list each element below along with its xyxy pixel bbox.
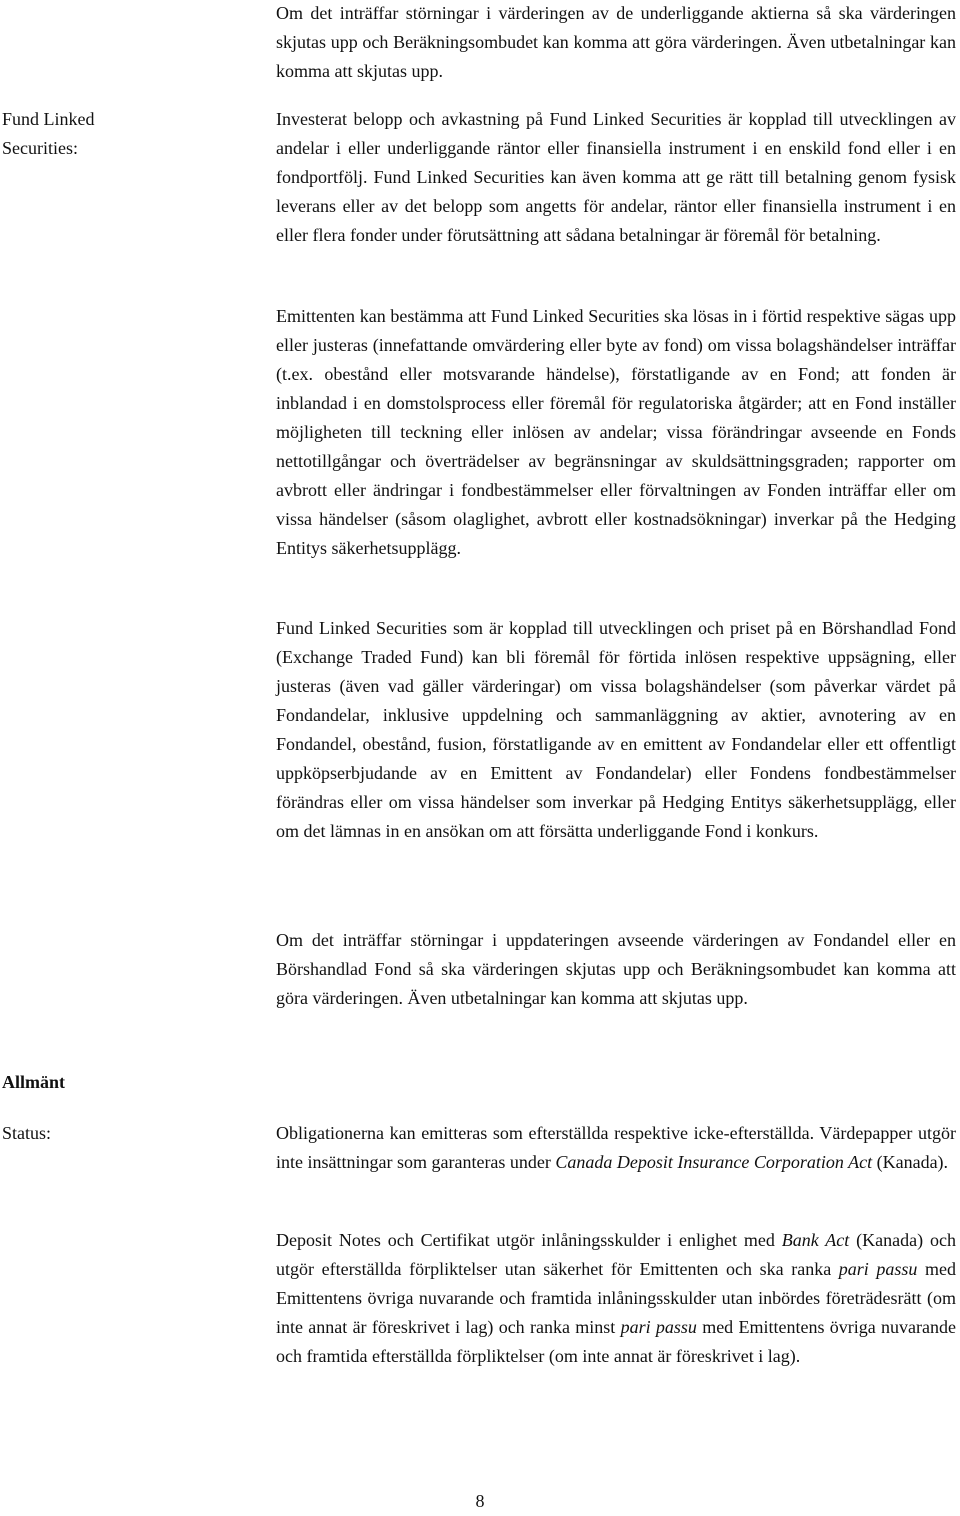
status-p2-text-a: Deposit Notes och Certifikat utgör inlåningsskulder i enlighet med bbox=[276, 1230, 782, 1250]
top-continuation-paragraph: Om det inträffar störningar i värderingen av de underliggande aktierna så ska värderingen skjutas upp och Beräkningsombudet kan komma att göra värderingen. Även utbetalningar kan komma att skjutas upp. bbox=[276, 3, 956, 81]
section-heading-general: Allmänt bbox=[2, 1072, 65, 1092]
fund-linked-paragraph-4: Om det inträffar störningar i uppdateringen avseende värderingen av Fondandel eller en Börshandlad Fond så ska värderingen skjutas upp och Beräkningsombudet kan komma att göra värderingen. Även utbetalningar kan komma att skjutas upp. bbox=[276, 930, 956, 1008]
status-paragraph-1 bbox=[276, 1119, 956, 1177]
fund-linked-label-line1: Fund Linked bbox=[2, 109, 95, 129]
status-p1-italic-act: Canada Deposit Insurance Corporation Act bbox=[555, 1152, 873, 1172]
status-p1-text-b: (Kanada). bbox=[872, 1152, 949, 1172]
status-label: Status: bbox=[2, 1123, 52, 1143]
status-p2-italic-pari-passu-1: pari passu bbox=[838, 1259, 918, 1279]
fund-linked-paragraph-1: Investerat belopp och avkastning på Fund Linked Securities är kopplad till utvecklingen av andelar i eller underliggande räntor eller finansiella instrument i en enskild fond eller i en fondportfölj. Fund Linked Securities kan även komma att ge rätt till betalning genom fysisk leverans eller av det belopp som angetts för andelar, räntor eller finansiella instrument i en eller flera fonder under förutsättning att sådana betalningar är föremål för betalning. bbox=[276, 109, 956, 245]
status-p2-italic-bank-act: Bank Act bbox=[781, 1230, 850, 1250]
fund-linked-paragraph-3: Fund Linked Securities som är kopplad till utvecklingen och priset på en Börshandlad Fond (Exchange Traded Fund) kan bli föremål för förtida inlösen respektive uppsägning, eller justeras (även vad gäller värderingar) om vissa bolagshändelser (som påverkar värdet på Fondandelar, inklusive uppdelning och sammanläggning av aktier, avnotering av en Fondandel, obestånd, fusion, förstatligande av en emittent av Fondandelar eller ett offentligt uppköpserbjudande av en Emittent av Fondandelar) eller Fondens fondbestämmelser förändras eller om vissa händelser som inverkar på Hedging Entitys säkerhetsupplägg, eller om det lämnas in en ansökan om att försätta underliggande Fond i konkurs. bbox=[276, 618, 956, 841]
status-p1-text-a: Obligationerna kan emitteras som efterställda respektive icke-efterställda. Värdepapper utgör inte insättningar som garanteras under bbox=[276, 1123, 956, 1172]
page-number: 8 bbox=[475, 1491, 485, 1511]
fund-linked-label bbox=[2, 105, 95, 163]
status-p2-italic-pari-passu-2: pari passu bbox=[620, 1317, 697, 1337]
status-paragraph-2 bbox=[276, 1226, 956, 1371]
fund-linked-paragraph-2: Emittenten kan bestämma att Fund Linked Securities ska lösas in i förtid respektive sägas upp eller justeras (innefattande omvärdering eller byte av fond) om vissa bolagshändelser inträffar (t.ex. obestånd eller motsvarande händelse), förstatligande av en Fond; att fonden är inblandad i en domstolsprocess eller föremål för regulatoriska åtgärder; att en Fond inställer möjligheten till teckning eller inlösen av andelar; vissa förändringar avseende en Fonds nettotillgångar och överträdelser av begränsningar av skuldsättningsgraden; rapporter om avbrott eller ändringar i fondbestämmelser eller förvaltningen av Fonden inträffar eller om vissa händelser (såsom olaglighet, avbrott eller kostnadsökningar) inverkar på the Hedging Entitys säkerhetsupplägg. bbox=[276, 306, 956, 558]
status-p2-text-d: med Emittentens övriga nuvarande och framtida efterställda förpliktelser (om inte annat är föreskrivet i lag). bbox=[276, 1317, 957, 1366]
status-p2-text-c: med Emittentens övriga nuvarande och framtida inlåningsskulder utan inbördes företrädesrätt (om inte annat är föreskrivet i lag) och ranka minst bbox=[276, 1259, 956, 1337]
status-p2-text-b: (Kanada) och utgör efterställda förpliktelser utan säkerhet för Emittenten och ska ranka bbox=[276, 1230, 956, 1279]
fund-linked-label-line2: Securities: bbox=[2, 138, 78, 158]
